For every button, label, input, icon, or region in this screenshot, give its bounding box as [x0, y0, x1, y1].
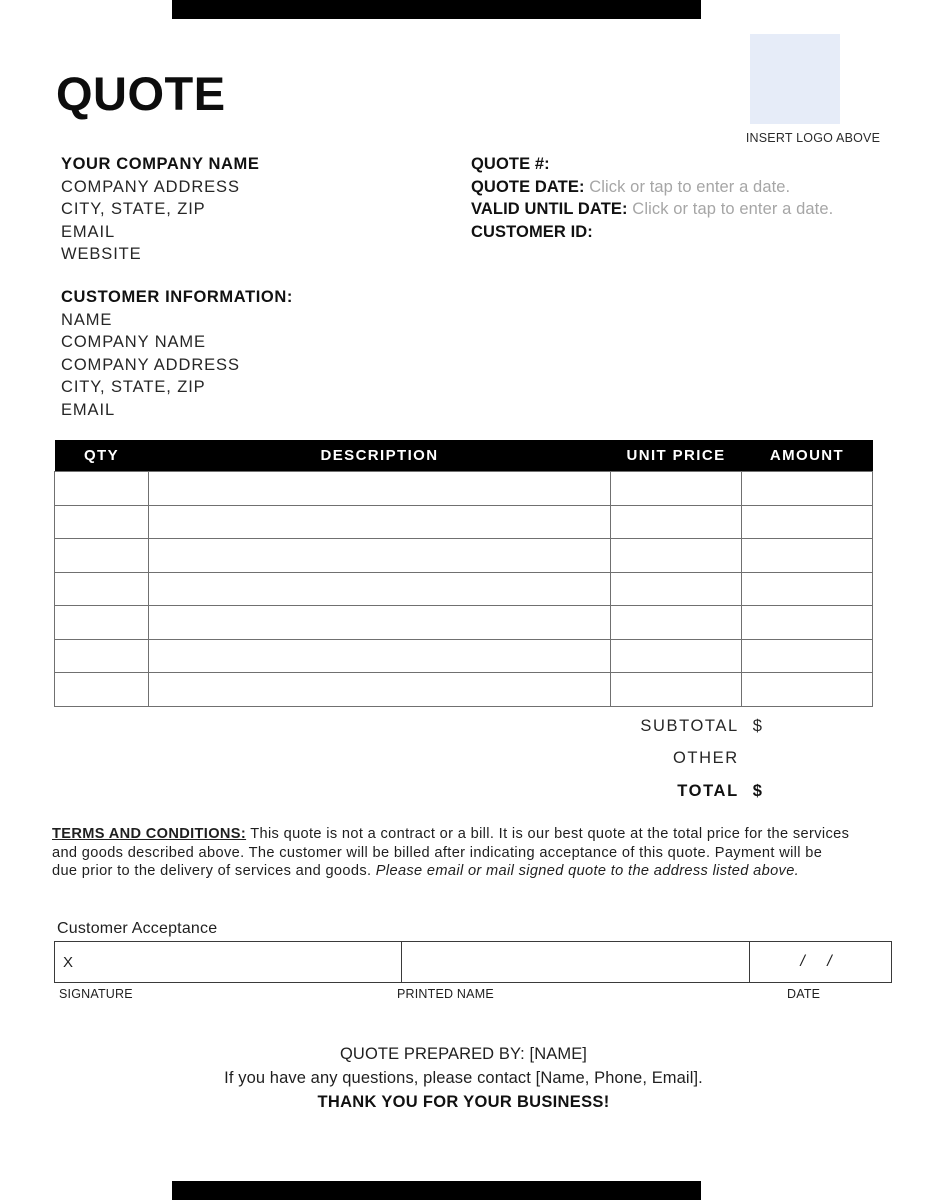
customer-company-name: COMPANY NAME — [61, 333, 206, 351]
line-items-table — [54, 440, 873, 707]
column-header-unit-price: UNIT PRICE — [611, 440, 742, 472]
terms-heading: TERMS AND CONDITIONS: — [52, 826, 247, 842]
top-accent-bar — [172, 0, 701, 19]
cell-description[interactable] — [149, 505, 611, 539]
customer-acceptance-label: Customer Acceptance — [57, 920, 218, 937]
subtotal-row — [540, 710, 872, 743]
cell-description[interactable] — [149, 539, 611, 573]
cell-qty[interactable] — [55, 539, 149, 573]
subtotal-value[interactable]: $ — [752, 716, 762, 735]
table-header-row — [55, 440, 873, 472]
cell-amount[interactable] — [742, 639, 873, 673]
cell-description[interactable] — [149, 673, 611, 707]
total-label: TOTAL — [677, 781, 739, 800]
table-row — [55, 673, 873, 707]
valid-until-label: VALID UNTIL DATE: — [471, 200, 628, 218]
logo-caption: INSERT LOGO ABOVE — [745, 131, 881, 145]
quote-number-row — [471, 153, 891, 176]
cell-unit-price[interactable] — [611, 673, 742, 707]
customer-city-state-zip: CITY, STATE, ZIP — [61, 378, 206, 396]
table-row — [55, 472, 873, 506]
cell-amount[interactable] — [742, 606, 873, 640]
valid-until-value[interactable]: Click or tap to enter a date. — [632, 200, 834, 218]
acceptance-row — [55, 942, 892, 983]
other-label: OTHER — [673, 749, 739, 768]
cell-qty[interactable] — [55, 606, 149, 640]
total-row — [540, 775, 872, 808]
footer-thanks: THANK YOU FOR YOUR BUSINESS! — [317, 1093, 610, 1111]
cell-amount[interactable] — [742, 505, 873, 539]
cell-amount[interactable] — [742, 673, 873, 707]
acceptance-captions — [54, 987, 872, 1003]
company-name: YOUR COMPANY NAME — [61, 155, 260, 173]
customer-email: EMAIL — [61, 400, 116, 419]
table-row — [55, 539, 873, 573]
customer-id-row — [471, 221, 891, 244]
date-field[interactable]: / / — [750, 942, 892, 983]
customer-id-label: CUSTOMER ID: — [471, 222, 593, 241]
printed-name-field[interactable] — [402, 942, 750, 983]
company-website: WEBSITE — [61, 245, 142, 263]
customer-company-address: COMPANY ADDRESS — [61, 355, 240, 374]
cell-unit-price[interactable] — [611, 539, 742, 573]
cell-amount[interactable] — [742, 572, 873, 606]
customer-info-block — [61, 286, 441, 421]
document-footer — [0, 1042, 927, 1114]
cell-qty[interactable] — [55, 505, 149, 539]
valid-until-row — [471, 198, 891, 221]
company-email: EMAIL — [61, 222, 116, 241]
cell-qty[interactable] — [55, 673, 149, 707]
table-row — [55, 505, 873, 539]
signature-field[interactable]: X — [55, 942, 402, 983]
customer-acceptance-table — [54, 941, 892, 983]
total-value[interactable]: $ — [752, 781, 762, 800]
column-header-qty: QTY — [55, 440, 149, 472]
cell-description[interactable] — [149, 639, 611, 673]
table-row — [55, 639, 873, 673]
cell-amount[interactable] — [742, 539, 873, 573]
cell-qty[interactable] — [55, 639, 149, 673]
terms-italic-note: Please email or mail signed quote to the address listed above. — [375, 863, 800, 880]
subtotal-label: SUBTOTAL — [640, 716, 739, 735]
caption-printed-name: PRINTED NAME — [397, 987, 494, 1001]
quote-date-value[interactable]: Click or tap to enter a date. — [589, 177, 791, 196]
column-header-amount: AMOUNT — [742, 440, 873, 472]
cell-description[interactable] — [149, 572, 611, 606]
terms-and-conditions — [52, 825, 850, 881]
table-row — [55, 606, 873, 640]
footer-prepared-by: QUOTE PREPARED BY: [NAME] — [340, 1045, 587, 1063]
quote-date-label: QUOTE DATE: — [471, 177, 585, 196]
other-row — [540, 743, 872, 776]
cell-unit-price[interactable] — [611, 606, 742, 640]
cell-qty[interactable] — [55, 472, 149, 506]
cell-description[interactable] — [149, 472, 611, 506]
caption-signature: SIGNATURE — [59, 987, 133, 1001]
customer-info-heading: CUSTOMER INFORMATION: — [61, 288, 293, 306]
company-city-state-zip: CITY, STATE, ZIP — [61, 200, 206, 218]
quote-meta-block — [471, 153, 891, 243]
page-title: QUOTE — [56, 67, 226, 120]
cell-unit-price[interactable] — [611, 472, 742, 506]
column-header-description: DESCRIPTION — [149, 440, 611, 472]
totals-section — [540, 710, 872, 808]
cell-unit-price[interactable] — [611, 639, 742, 673]
caption-date: DATE — [787, 987, 821, 1001]
customer-name: NAME — [61, 310, 113, 329]
terms-body: This quote is not a contract or a bill. It is our best quote at the total price for the services and goods described above. The customer will be billed after indicating acceptance of this quote. Payment will be due prior to the delivery of services and goods. — [52, 826, 850, 880]
logo-placeholder[interactable] — [750, 34, 840, 124]
footer-contact: If you have any questions, please contact [Name, Phone, Email]. — [224, 1069, 703, 1087]
cell-amount[interactable] — [742, 472, 873, 506]
quote-number-label: QUOTE #: — [471, 155, 550, 173]
cell-unit-price[interactable] — [611, 505, 742, 539]
company-address: COMPANY ADDRESS — [61, 177, 240, 196]
company-info-block — [61, 153, 441, 266]
table-row — [55, 572, 873, 606]
cell-unit-price[interactable] — [611, 572, 742, 606]
cell-qty[interactable] — [55, 572, 149, 606]
line-items-body — [55, 472, 873, 707]
quote-date-row — [471, 176, 891, 199]
bottom-accent-bar — [172, 1181, 701, 1200]
cell-description[interactable] — [149, 606, 611, 640]
